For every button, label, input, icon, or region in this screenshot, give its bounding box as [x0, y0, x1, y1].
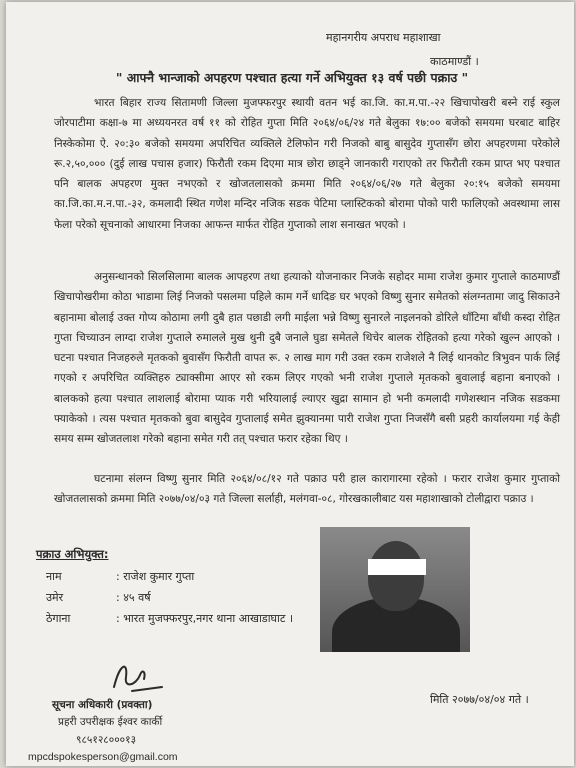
office-location: काठमाण्डौं । [430, 55, 479, 68]
accused-address-value: : भारत मुजफ्फरपुर,नगर थाना आखाडाघाट । [116, 612, 294, 625]
officer-title: सूचना अधिकारी (प्रवक्ता) [52, 699, 153, 711]
paragraph-investigation: अनुसन्धानको सिलसिलामा बालक आपहरण तथा हत्याको योजनाकार निजके सहोदर मामा राजेश कुमार गुप्ताले काठमाण्डौं खिचापोखरीमा कोठा भाडामा लिई निजको पसलमा पहिले काम गर्ने धादिङ घर भएको विष्णु सुनार समेतको संलग्नतामा जादु सिकाउने बहानामा बोलाई उक्त गोप्य कोठामा लगी दुबै हात पछाडी लगी माईला भन्ने विष्णु सुनारले नाइलनको डोरिले धाँटिमा बाँधी कस्दा रोहित गुप्ता चिच्याउन लाग्दा राजेश गुप्ताले रुमालले मुख थुनी दुबै जनाले घुडा समेतले थिचेर बालक रोहितको हत्या गरेको खुल्न आएको । घटना पश्चात निजहरुले मृतकको बुवासँग फिरौती वापत रू. २ लाख माग गरी उक्त रकम राजेशले नै लिई थानकोट त्रिभुवन पार्क लिई गएको र अपरिचित व्यक्तिहरु ट्याक्सीमा आएर सो रकम लिएर गएको भनी राजेश गुप्ताले मृतकको बुवालाई बहाना बनाएको । बालकको हत्या पश्चात लाशलाई बोरामा प्याक गरी भरियालाई ल्याएर खुद्रा सामान हो भनी कमलादी गणेशस्थान नजिक सडकमा फ्याकेको । त्यस पश्चात मृतकको बुवा बासुदेव गुप्तालाई समेत झुक्यानमा पारी राजेश गुप्ता निजसँगै बसी प्रहरी कार्यालयमा गई केही समय सम्म खोजतलाश गरेको बहाना समेत गरी तत् पश्चात फरार रहेका थिए । [54, 271, 560, 446]
officer-phone: ९८५१२८०००१३ [76, 734, 137, 746]
accused-age-value: : ४५ वर्ष [116, 591, 151, 604]
office-name: महानगरीय अपराध महाशाखा [326, 31, 441, 44]
paragraph-background: भारत बिहार राज्य सितामणी जिल्ला मुजफ्फरपुर स्थायी वतन भई का.जि. का.म.पा.-२२ खिचापोखरी बस्ने राई स्कुल जोरपाटीमा कक्षा-७ मा अध्ययनरत वर्ष ११ को रोहित गुप्ता मिति २०६४/०६/२४ गते बेलुका १७:०० बजेको समयमा घरबाट बाहिर निस्केकोमा ऐ. २०:३० बजेको समयमा अपरिचित व्यक्तिले टेलिफोन गरी निजको बाबु बासुदेव गुप्तासँग छोरा अपहरणमा परेकोले रू.२,५०,००० (दुई लाख पचास हजार) फिरौती रकम दिएमा मात्र छोरा छाड्ने जानकारी गराएको तर फिरौती रकम प्राप्त भए पश्चात पनि बालक अपहरण मुक्त नभएको र खोजतलासको क्रममा मिति २०६४/०६/२७ गते बेलुका २०:१५ बजेको समयमा का.जि.का.म.न.पा.-३२, कमलादी स्थित गणेश मन्दिर नजिक सडक पेटिमा प्लास्टिकको बोरामा पोको पारी फालिएको अवस्थामा लास फेला परेको सूचनाको आधारमा निजका आफन्त मार्फत रोहित गुप्ताको लाश सनाखत भएको । [54, 97, 560, 231]
accused-age-key: उमेर [46, 591, 64, 604]
accused-address-key: ठेगाना [46, 612, 71, 625]
press-release-page [6, 2, 574, 766]
accused-name-value: : राजेश कुमार गुप्ता [116, 570, 195, 583]
photo-eye-mask [368, 559, 426, 575]
accused-photo [320, 527, 470, 652]
release-date: मिति २०७७/०४/०४ गते । [430, 693, 529, 706]
page-title: " आफ्नै भान्जाको अपहरण पश्चात हत्या गर्ने अभियुक्त १३ वर्ष पछी पक्राउ " [115, 70, 469, 85]
officer-name: प्रहरी उपरीक्षक ईश्वर कार्की [58, 716, 163, 728]
accused-name-key: नाम [46, 570, 62, 583]
accused-section-label: पक्राउ अभियुक्त: [36, 547, 109, 561]
paragraph-arrest: घटनामा संलग्न विष्णु सुनार मिति २०६४/०८/१२ गते पक्राउ परी हाल कारागारमा रहेको । फरार राजेश कुमार गुप्ताको खोजतलासको क्रममा मिति २०७७/०४/०३ गते जिल्ला सर्लाही, मलंगवा-०८, गोरखकालीबाट यस महाशाखाको टोलीद्वारा पक्राउ । [54, 473, 560, 506]
officer-signature [106, 657, 166, 695]
photo-head [368, 541, 424, 611]
officer-email: mpcdspokesperson@gmail.com [28, 751, 178, 763]
